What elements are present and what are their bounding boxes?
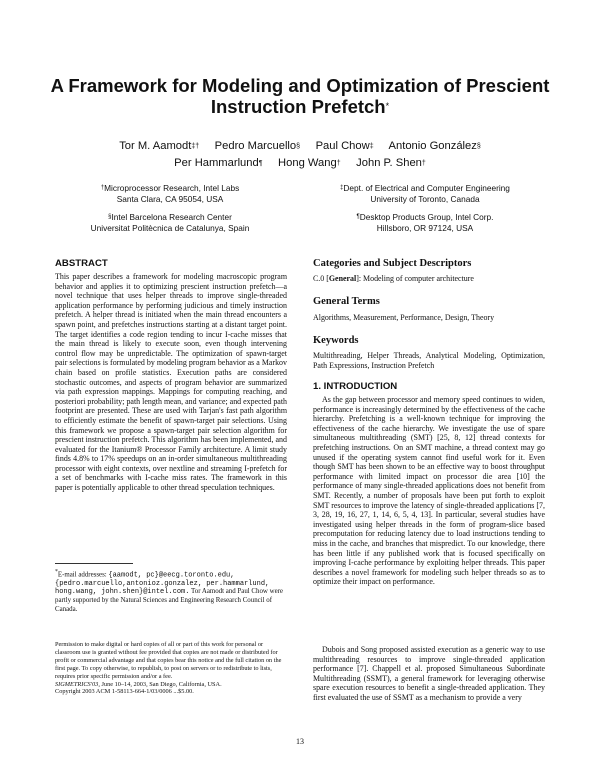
affiliation-intel-labs — [60, 183, 280, 204]
categories-bold: General — [328, 274, 357, 283]
author-name: Per Hammarlund — [174, 157, 259, 169]
categories-text — [313, 274, 545, 284]
categories-rest: ]: Modeling of computer architecture — [356, 274, 474, 283]
affil-line: Dept. of Electrical and Computer Engineering — [343, 183, 510, 193]
affil-line: Microprocessor Research, Intel Labs — [104, 183, 240, 193]
copyright-line: Copyright 2003 ACM 1-58113-664-1/03/0006 ...$5.00. — [55, 688, 194, 696]
categories-heading: Categories and Subject Descriptors — [313, 258, 472, 269]
author-name: Paul Chow — [315, 140, 370, 152]
affil-line: Hillsboro, OR 97124, USA — [376, 222, 474, 233]
venue-name: SIGMETRICS'03, — [55, 680, 100, 688]
introduction-paragraph-1: As the gap between processor and memory speed continues to widen, performance is increasingly determined by the effectiveness of the cache hierarchy. Prefetching is a well-known technique for improving the effectiveness of the cache hierarchy. We investigate the use of spare simultaneous multithreading (SMT) [25, 8, 12] thread contexts for prefetching instructions. On an SMT machine, a thread context may go unused if the operating system cannot find useful work for it. Even though SMT has been shown to be an effective way to boost throughput performance with limited impact on processor die area [10] the performance of many single-threaded applications does not benefit from SMT. Recently, a number of proposals have been put forth to exploit SMT resources to improve the latency of single-threaded applications [7, 3, 28, 19, 16, 27, 1, 14, 6, 5, 4, 13]. In particular, several studies have investigated using helper threads in the form of program-slice based precomputation for reducing latency due to load instructions tending to miss in the cache, and branches that mispredict. To our knowledge, there has been little if any published work that is focused specifically on improving I-cache performance by exploiting helper threads. This paper describes a novel framework for modeling such helper threads so as to optimize their impact on performance. — [313, 395, 545, 587]
author-affil-mark: ‡ — [369, 143, 374, 150]
permission-notice — [55, 641, 287, 696]
affiliation-toronto — [305, 183, 545, 204]
affil-line: Universitat Politècnica de Catalunya, Spain — [90, 222, 250, 233]
introduction-heading: 1. INTRODUCTION — [313, 381, 398, 392]
abstract-heading: ABSTRACT — [55, 258, 108, 269]
title-line-1: A Framework for Modeling and Optimization of Prescient — [50, 75, 550, 96]
venue-details: June 10–14, 2003, San Diego, California, USA. — [101, 680, 222, 688]
affil-line: University of Toronto, Canada — [370, 193, 480, 204]
author-affil-mark: † — [421, 160, 426, 167]
author-name: Hong Wang — [278, 157, 337, 169]
title-footnote-mark: * — [385, 101, 390, 111]
author-row-1 — [40, 138, 560, 155]
author-name: Antonio González — [388, 140, 477, 152]
permission-text: Permission to make digital or hard copies of all or part of this work for personal or classroom use is granted without fee provided that copies are not made or distributed for profit or commercial advantage and that copies bear this notice and the full citation on the first page. To copy otherwise, to republish, to post on servers or to redistribute to lists, requires prior specific permission and/or a fee. — [55, 641, 282, 680]
keywords-heading: Keywords — [313, 335, 359, 346]
affil-mark: ¶ — [356, 214, 360, 220]
author-row-2 — [40, 155, 560, 172]
footnote-emails: {aamodt, pc}@eecg.toronto.edu, {pedro.marcuello,antonioz.gonzalez, per.hammarlund, hong.wang, john.shen}@intel.com. — [55, 571, 270, 597]
author-affil-mark: § — [296, 143, 301, 150]
author-affil-mark: § — [476, 143, 481, 150]
affil-mark: † — [100, 185, 105, 191]
affiliation-desktop-products — [305, 212, 545, 233]
keywords-text: Multithreading, Helper Threads, Analytical Modeling, Optimization, Path Expressions, Instruction Prefetch — [313, 351, 545, 370]
general-terms-heading: General Terms — [313, 296, 380, 307]
author-name: John P. Shen — [356, 157, 422, 169]
author-affil-mark: † — [336, 160, 341, 167]
author-affil-mark: ‡† — [191, 143, 200, 150]
footnote-mark: * — [55, 569, 58, 575]
footnote-support: Tor Aamodt and Paul Chow were partly supported by the Natural Sciences and Engineering Research Council of Canada. — [55, 588, 283, 613]
author-list — [40, 138, 560, 172]
author-affil-mark: ¶ — [258, 160, 263, 167]
abstract-text: This paper describes a framework for modeling macroscopic program behavior and applies it to optimizing prescient instruction prefetch—a novel technique that uses helper threads to improve single-threaded application performance by performing judicious and timely instruction prefetch. A helper thread is initiated when the main thread encounters a spawn point, and prefetches instructions starting at a distant target point. The target identifies a code region tending to incur I-cache misses that the main thread is likely to execute soon, even though intervening control flow may be unpredictable. The optimization of spawn-target pair selections is formulated by modeling program behavior as a Markov chain based on profile statistics. Execution paths are considered stochastic outcomes, and aspects of program behavior are summarized via path expression mappings. Mappings for computing reaching, and posteriori probability; path length mean, and variance; and expected path footprint are presented. These are used with Tarjan's fast path algorithm to efficiently estimate the benefit of spawn-target pair selections. Using this framework we propose a spawn-target pair selection algorithm for prescient instruction prefetch. This algorithm has been implemented, and evaluated for the Itanium® Processor Family architecture. A limit study finds 4.8% to 17% speedups on an in-order simultaneous multithreading processor with eight contexts, over nextline and streaming I-prefetch for a set of benchmarks with I-cache miss rates. The framework in this paper is potentially applicable to other thread speculation techniques. — [55, 272, 287, 493]
categories-code: C.0 [ — [313, 274, 329, 283]
affil-mark: § — [108, 214, 112, 220]
affil-line: Santa Clara, CA 95054, USA — [116, 193, 224, 204]
author-name: Tor M. Aamodt — [119, 140, 192, 152]
footnote-lead: E-mail addresses: — [57, 571, 107, 579]
introduction-paragraph-2: Dubois and Song proposed assisted execution as a generic way to use multithreading resources to improve single-threaded application performance [7]. Chappell et al. proposed Simultaneous Subordinate Multithreading (SSMT), a general framework for leveraging otherwise spare execution resources to benefit a single-threaded application. They first evaluated the use of SSMT as a mechanism to provide a very — [313, 645, 545, 702]
affil-mark: ‡ — [340, 185, 344, 191]
title-line-2: Instruction Prefetch — [210, 96, 386, 117]
email-footnote — [55, 568, 287, 614]
footnote-rule — [55, 563, 133, 564]
affil-line: Desktop Products Group, Intel Corp. — [359, 212, 494, 222]
author-name: Pedro Marcuello — [214, 140, 297, 152]
paper-title — [40, 75, 560, 117]
affil-line: Intel Barcelona Research Center — [111, 212, 232, 222]
general-terms-text: Algorithms, Measurement, Performance, Design, Theory — [313, 313, 495, 322]
affiliation-barcelona — [40, 212, 300, 233]
page-number: 13 — [296, 737, 304, 746]
